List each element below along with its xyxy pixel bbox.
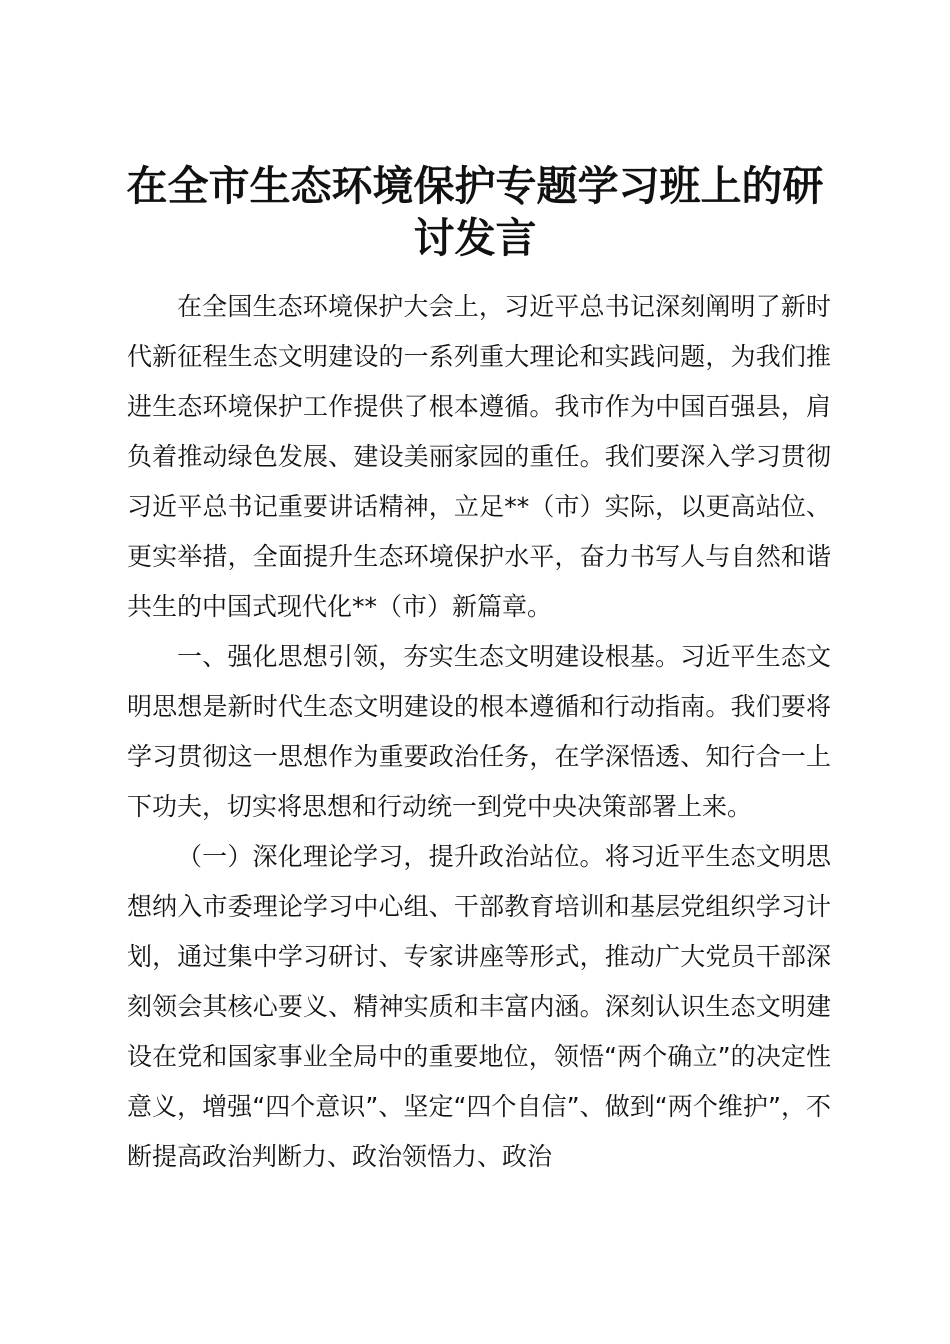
document-body xyxy=(127,282,831,1182)
document-title: 在全市生态环境保护专题学习班上的研讨发言 xyxy=(126,162,824,262)
paragraph-section-one: 一、强化思想引领，夯实生态文明建设根基。习近平生态文明思想是新时代生态文明建设的根本遵循和行动指南。我们要将学习贯彻这一思想作为重要政治任务，在学深悟透、知行合一上下功夫，切实将思想和行动统一到党中央决策部署上来。 xyxy=(127,642,831,821)
paragraph-intro: 在全国生态环境保护大会上，习近平总书记深刻阐明了新时代新征程生态文明建设的一系列重大理论和实践问题，为我们推进生态环境保护工作提供了根本遵循。我市作为中国百强县，肩负着推动绿色发展、建设美丽家园的重任。我们要深入学习贯彻习近平总书记重要讲话精神，立足**（市）实际，以更高站位、更实举措，全面提升生态环境保护水平，奋力书写人与自然和谐共生的中国式现代化**（市）新篇章。 xyxy=(127,292,831,621)
paragraph-subsection-one: （一）深化理论学习，提升政治站位。将习近平生态文明思想纳入市委理论学习中心组、干部教育培训和基层党组织学习计划，通过集中学习研讨、专家讲座等形式，推动广大党员干部深刻领会其核心要义、精神实质和丰富内涵。深刻认识生态文明建设在党和国家事业全局中的重要地位，领悟“两个确立”的决定性意义，增强“四个意识”、坚定“四个自信”、做到“两个维护”，不断提高政治判断力、政治领悟力、政治 xyxy=(127,842,831,1171)
